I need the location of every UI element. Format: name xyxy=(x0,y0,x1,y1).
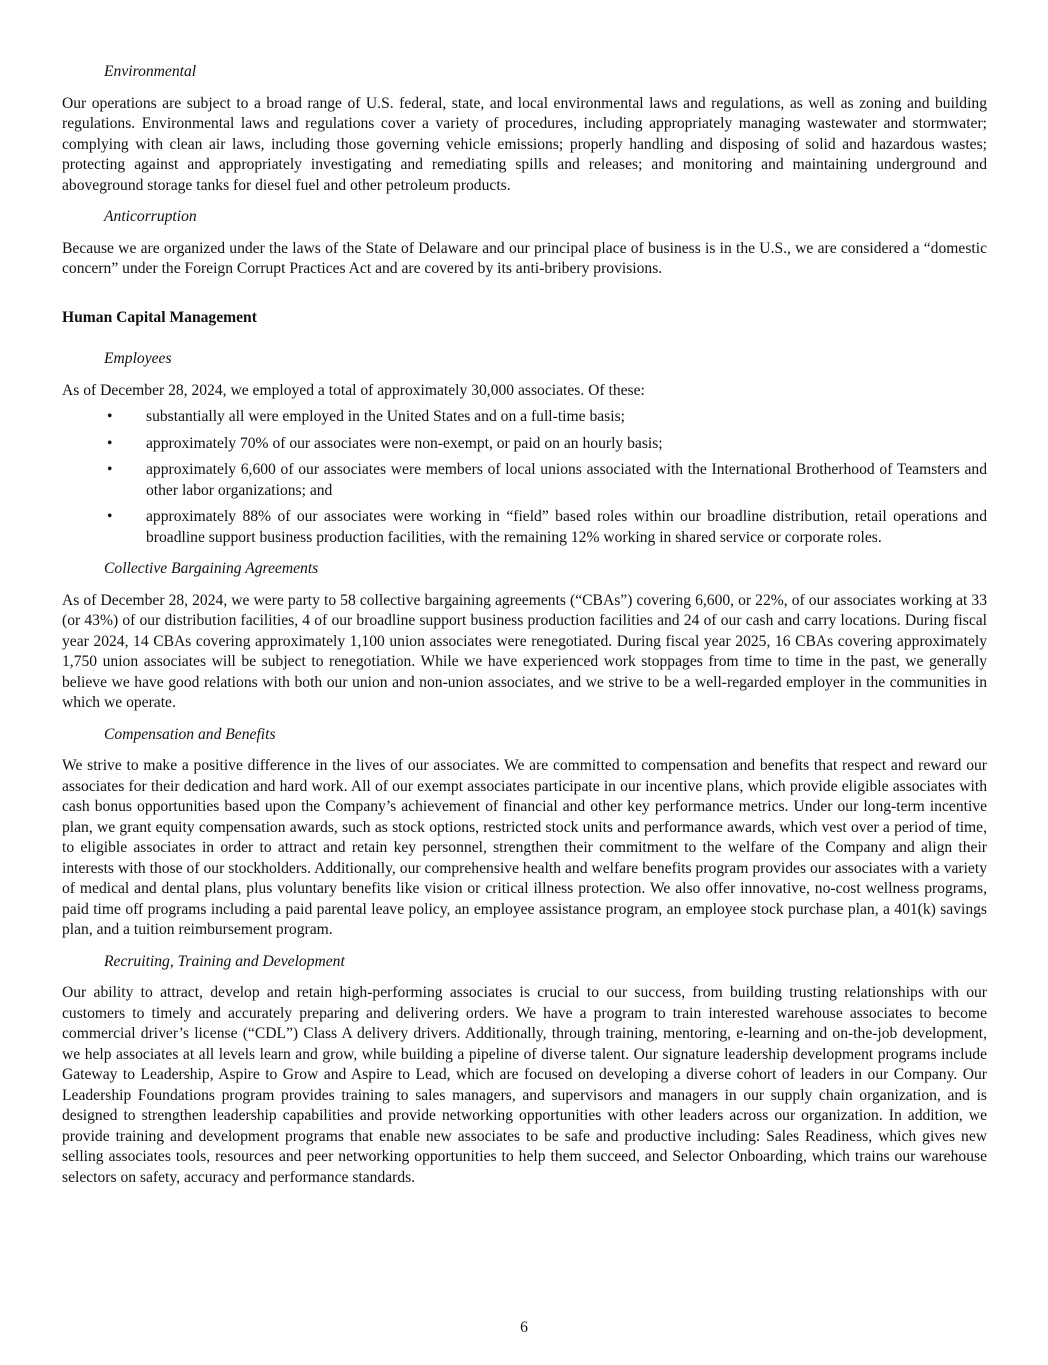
environmental-subheading: Environmental xyxy=(104,63,197,80)
bullet-marker: • xyxy=(107,461,113,478)
compensation-subheading: Compensation and Benefits xyxy=(104,725,276,743)
list-item xyxy=(62,507,987,548)
recruiting-subheading: Recruiting, Training and Development xyxy=(104,952,345,970)
bullet-marker: • xyxy=(107,434,113,452)
list-item xyxy=(62,434,987,455)
anticorruption-subheading: Anticorruption xyxy=(104,208,197,225)
recruiting-paragraph: Our ability to attract, develop and retain high-performing associates is crucial to our success, from building trusting relationships with our customers to timely and accurately preparing and delivering orders. We have a program to train interested warehouse associates to become commercial driver’s license (“CDL”) Class A delivery drivers. Additionally, through training, mentoring, e-learning and on-the-job development, we help associates at all levels learn and grow, while building a pipeline of diverse talent. Our signature leadership development programs include Gateway to Leadership, Aspire to Grow and Aspire to Lead, which are focused on developing a diverse cohort of leaders in our Company. Our Leadership Foundations program provides training to sales managers, and supervisors and managers in our supply chain organization, and is designed to strengthen leadership capabilities and provide networking opportunities with other leaders across our organization. In addition, we provide training and development programs that enable new associates to be safe and productive including: Sales Readiness, which gives new selling associates tools, resources and peer networking opportunities to help them succeed, and Selector Onboarding, which trains our warehouse selectors on safety, accuracy and performance standards. xyxy=(62,984,987,1186)
page-number: 6 xyxy=(520,1319,528,1336)
bullet-text: approximately 70% of our associates were non-exempt, or paid on an hourly basis; xyxy=(146,434,663,452)
compensation-paragraph: We strive to make a positive difference in the lives of our associates. We are committed to compensation and benefits that respect and reward our associates for their dedication and hard work. All of our exempt associates participate in our incentive plans, which provide eligible associates with cash bonus opportunities based upon the Company’s achievement of financial and other key performance metrics. Under our long-term incentive plan, we grant equity compensation awards, such as stock options, restricted stock units and performance awards, which vest over a period of time, to eligible associates in order to attract and retain key personnel, strengthen their commitment to the welfare of the Company and align their interests with those of our stockholders. Additionally, our comprehensive health and welfare benefits program provides our associates with a variety of medical and dental plans, plus voluntary benefits like vision or critical illness protection. We also offer innovative, no-cost wellness programs, paid time off programs including a paid parental leave policy, an employee assistance program, an employee stock purchase plan, a 401(k) savings plan, and a tuition reimbursement program. xyxy=(62,757,987,938)
cba-subheading: Collective Bargaining Agreements xyxy=(104,560,319,577)
bullet-text: approximately 88% of our associates were working in “field” based roles within our broadline distribution, retail operations and broadline support business production facilities, with the remaining 12% working in shared service or corporate roles. xyxy=(146,508,987,546)
document-page xyxy=(62,62,987,1199)
bullet-text: approximately 6,600 of our associates were members of local unions associated with the International Brotherhood of Teamsters and other labor organizations; and xyxy=(146,461,987,499)
list-item xyxy=(62,460,987,501)
employees-bullet-list xyxy=(62,407,987,548)
cba-paragraph: As of December 28, 2024, we were party to 58 collective bargaining agreements (“CBAs”) covering 6,600, or 22%, of our associates working at 33 (or 43%) of our distribution facilities, 4 of our broadline support business production facilities and 24 of our cash and carry locations. During fiscal year 2024, 14 CBAs covering approximately 1,100 union associates were renegotiated. During fiscal year 2025, 16 CBAs covering approximately 1,750 union associates will be subject to renegotiation. While we have experienced work stoppages from time to time in the past, we generally believe we have good relations with both our union and non-union associates, and we strive to be a well-regarded employer in the communities in which we operate. xyxy=(62,591,987,711)
bullet-marker: • xyxy=(107,408,113,425)
employees-subheading: Employees xyxy=(104,350,172,367)
human-capital-heading: Human Capital Management xyxy=(62,308,257,326)
anticorruption-paragraph: Because we are organized under the laws of the State of Delaware and our principal place of business is in the U.S., we are considered a “domestic concern” under the Foreign Corrupt Practices Act and are covered by its anti-bribery provisions. xyxy=(62,239,987,277)
bullet-marker: • xyxy=(107,508,113,525)
list-item xyxy=(62,407,987,428)
employees-intro: As of December 28, 2024, we employed a total of approximately 30,000 associates. Of these: xyxy=(62,381,645,399)
bullet-text: substantially all were employed in the United States and on a full-time basis; xyxy=(146,408,625,425)
environmental-paragraph: Our operations are subject to a broad range of U.S. federal, state, and local environmental laws and regulations, as well as zoning and building regulations. Environmental laws and regulations cover a variety of procedures, including appropriately managing wastewater and stormwater; complying with clean air laws, including those governing vehicle emissions; properly handling and disposing of solid and hazardous wastes; protecting against and appropriately investigating and remediating spills and releases; and monitoring and maintaining underground and aboveground storage tanks for diesel fuel and other petroleum products. xyxy=(62,94,987,194)
